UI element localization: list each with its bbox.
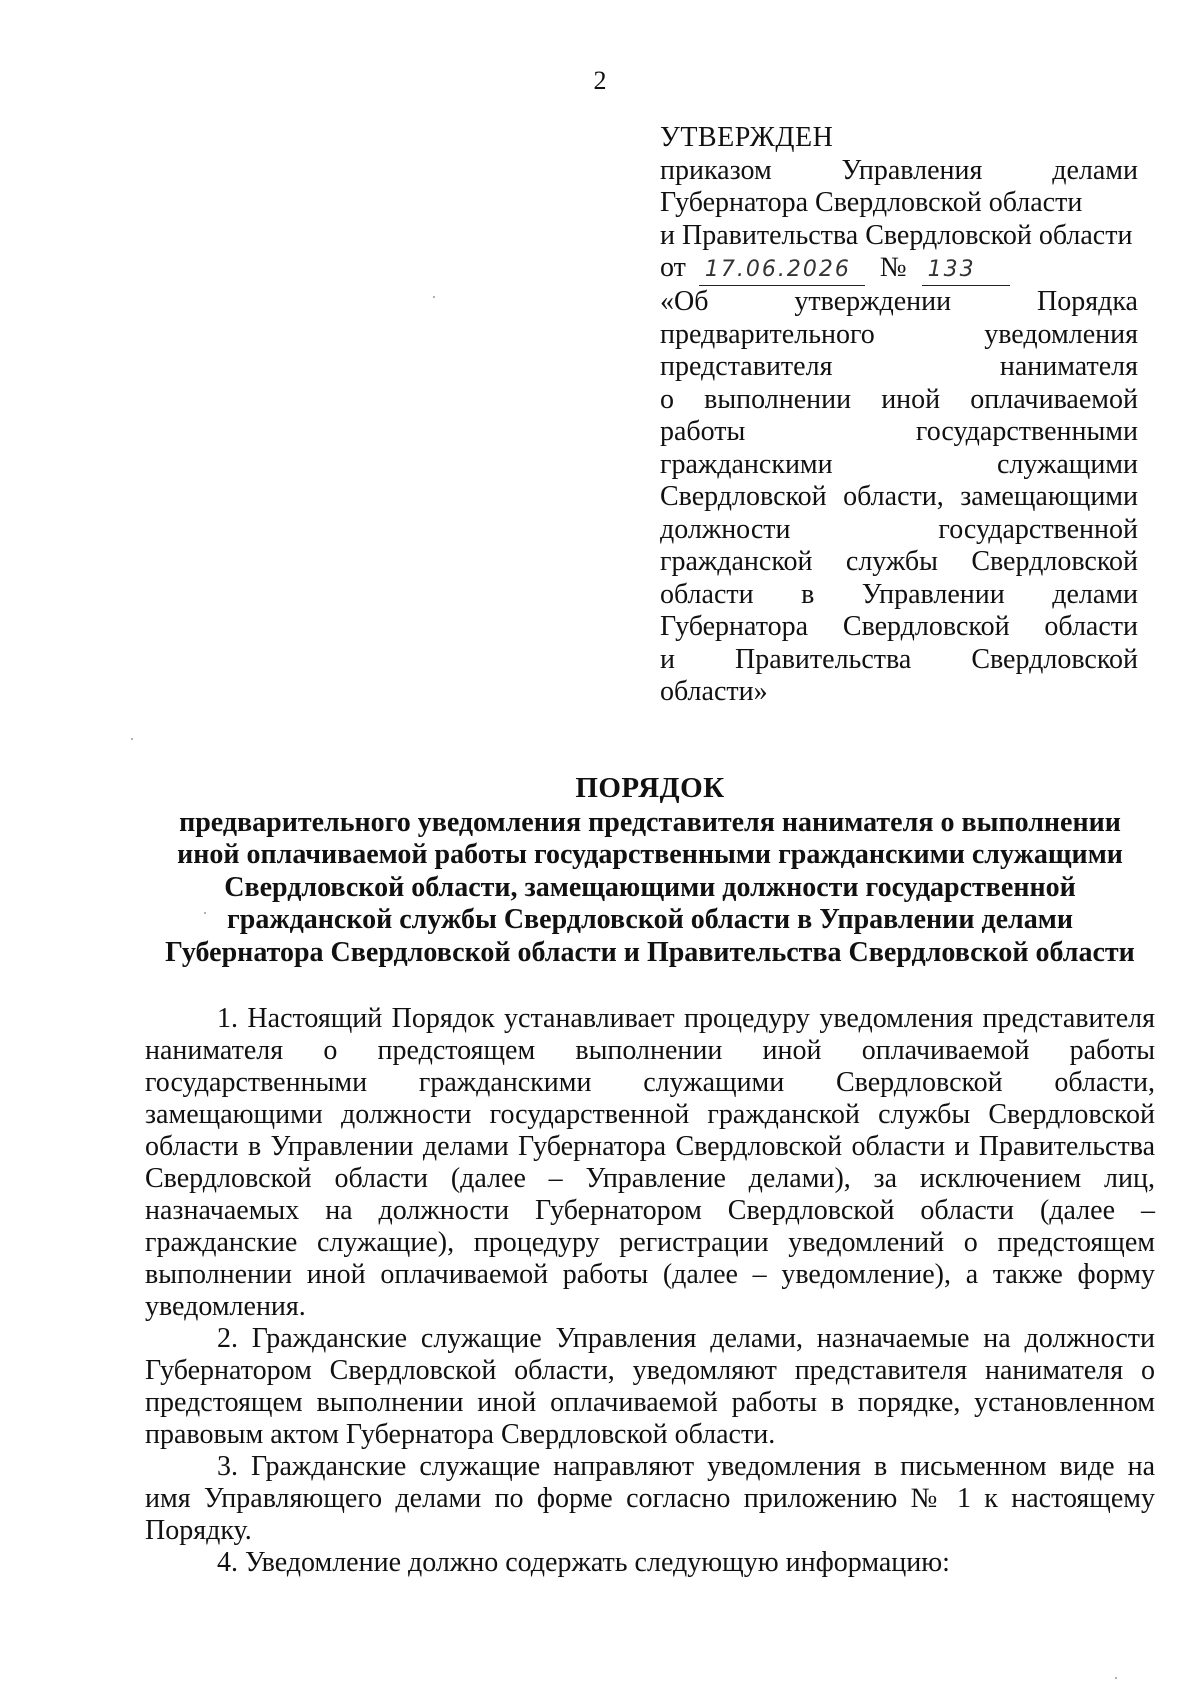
- order-number-sign: №: [879, 252, 907, 283]
- approval-subject-line: о выполнении иной оплачиваемой: [660, 383, 1138, 415]
- scan-speck: [204, 912, 206, 914]
- paragraph-3: 3. Гражданские служащие направляют уведомления в письменном виде на имя Управляющего делами по форме согласно приложению № 1 к настоящему Порядку.: [145, 1451, 1155, 1546]
- approval-subject-line: предварительного уведомления: [660, 318, 1138, 350]
- scan-speck: [433, 296, 435, 298]
- approval-subject-line: Свердловской области, замещающими: [660, 481, 1138, 512]
- page-number: 2: [593, 66, 607, 95]
- approval-stamp: УТВЕРЖДЕН: [660, 122, 834, 153]
- approval-subject-line: должности государственной: [660, 513, 1138, 545]
- approval-subject-line: гражданскими служащими: [660, 448, 1138, 480]
- approval-line: Губернатора Свердловской области: [660, 187, 1083, 218]
- handwritten-order-date: 17.06.2026: [699, 257, 865, 286]
- approval-subject-line: работы государственными: [660, 416, 1138, 447]
- approval-subject-line: «Об утверждении Порядка: [660, 286, 1138, 317]
- document-subtitle-line: гражданской службы Свердловской области в Управлении делами: [227, 904, 1073, 935]
- document-title: ПОРЯДОК: [575, 772, 725, 804]
- paragraph-1: 1. Настоящий Порядок устанавливает процедуру уведомления представителя нанимателя о предстоящем выполнении иной оплачиваемой работы государственными гражданскими служащими Свердловской области, замещающими должности государственной гражданской службы Свердловской области в Управлении делами Губернатора Свердловской области и Правительства Свердловской области (далее – Управление делами), за исключением лиц, назначаемых на должности Губернатором Свердловской области (далее – гражданские служащие), процедуру регистрации уведомлений о предстоящем выполнении иной оплачиваемой работы (далее – уведомление), а также форму уведомления.: [145, 1003, 1155, 1322]
- approval-block: [660, 122, 1138, 709]
- order-reference: [660, 252, 1138, 286]
- scan-speck: [1115, 1677, 1117, 1679]
- approval-subject-line: Губернатора Свердловской области: [660, 611, 1138, 642]
- approval-subject-line: области»: [660, 676, 768, 707]
- scan-speck: [131, 738, 133, 740]
- paragraph-2: 2. Гражданские служащие Управления делами, назначаемые на должности Губернатором Свердловской области, уведомляют представителя нанимателя о предстоящем выполнении иной оплачиваемой работы в порядке, установленном правовым актом Губернатора Свердловской области.: [145, 1323, 1155, 1450]
- document-subtitle-line: иной оплачиваемой работы государственными гражданскими служащими: [177, 839, 1123, 870]
- document-title-block: [145, 772, 1155, 969]
- document-subtitle-line: Губернатора Свердловской области и Правительства Свердловской области: [165, 936, 1135, 968]
- document-subtitle-line: Свердловской области, замещающими должности государственной: [224, 871, 1076, 903]
- approval-line: и Правительства Свердловской области: [660, 219, 1133, 251]
- approval-line: приказом Управления делами: [660, 154, 1138, 186]
- approval-subject-line: представителя нанимателя: [660, 351, 1138, 382]
- document-body: [145, 1003, 1155, 1579]
- paragraph-4: 4. Уведомление должно содержать следующую информацию:: [217, 1547, 950, 1578]
- order-prefix: от: [660, 252, 686, 283]
- approval-subject-line: и Правительства Свердловской: [660, 643, 1138, 675]
- handwritten-order-number: 133: [922, 257, 1010, 286]
- approval-subject-line: гражданской службы Свердловской: [660, 546, 1138, 577]
- approval-subject-line: области в Управлении делами: [660, 578, 1138, 610]
- document-subtitle-line: предварительного уведомления представителя нанимателя о выполнении: [179, 806, 1121, 838]
